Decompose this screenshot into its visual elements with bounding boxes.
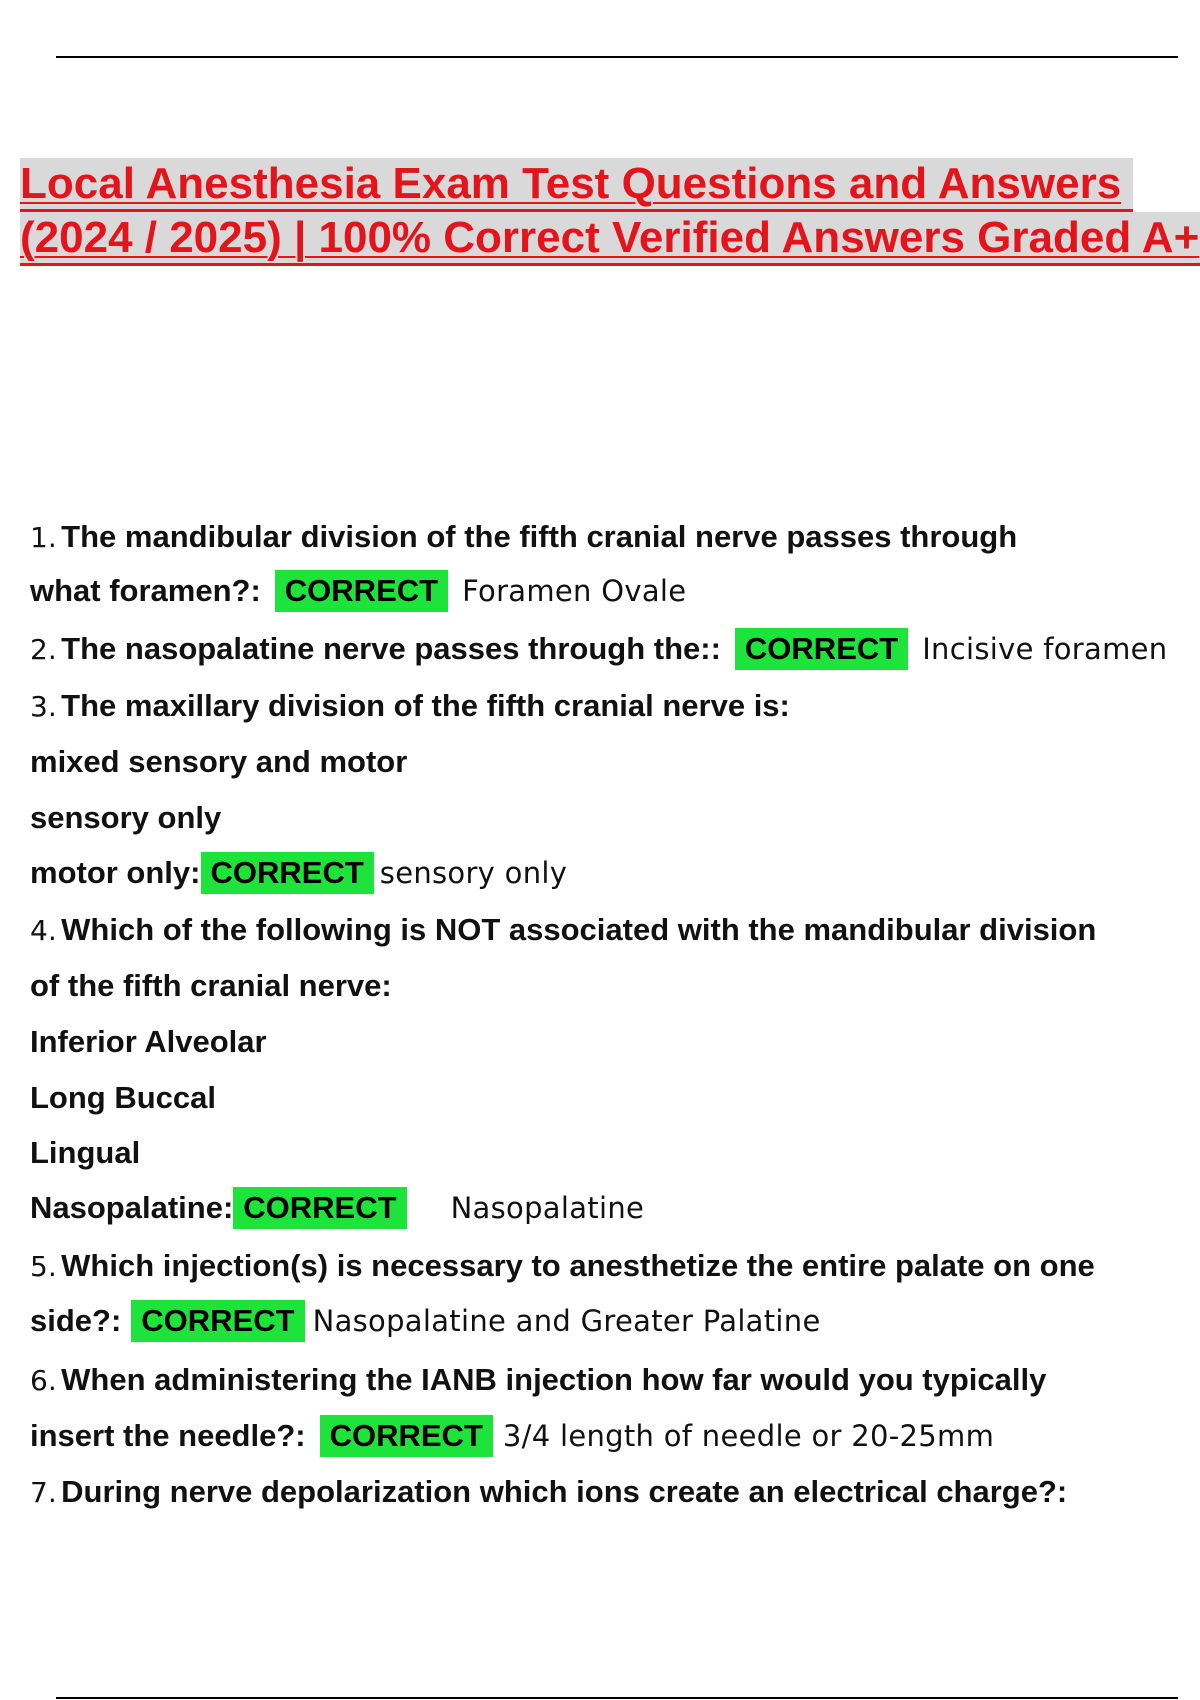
option bbox=[30, 1129, 140, 1177]
top-rule bbox=[56, 56, 1178, 58]
correct-badge: CORRECT bbox=[275, 570, 448, 612]
question-number: 2. bbox=[30, 633, 57, 666]
title-line-1: Local Anesthesia Exam Test Questions and Answers bbox=[20, 158, 1133, 212]
question-7-line bbox=[30, 1468, 1067, 1516]
title-line-2: (2024 / 2025) | 100% Correct Verified Answers Graded A+ bbox=[20, 212, 1200, 266]
question-number: 5. bbox=[30, 1250, 57, 1283]
question-text: what foramen?: bbox=[30, 573, 261, 608]
option bbox=[30, 794, 221, 842]
option-text: motor only: bbox=[30, 855, 201, 890]
correct-badge: CORRECT bbox=[233, 1187, 406, 1229]
question-1-line-1 bbox=[30, 513, 1017, 561]
question-text: side?: bbox=[30, 1303, 122, 1338]
question-1-line-2 bbox=[30, 567, 686, 615]
answer-text: 3/4 length of needle or 20-25mm bbox=[502, 1419, 995, 1453]
answer-text: sensory only bbox=[379, 856, 568, 890]
document-title bbox=[20, 158, 1200, 266]
question-text: The nasopalatine nerve passes through the:: bbox=[61, 631, 721, 666]
question-number: 7. bbox=[30, 1476, 57, 1509]
question-text: of the fifth cranial nerve: bbox=[30, 968, 392, 1003]
question-number: 3. bbox=[30, 690, 57, 723]
question-5-line-2 bbox=[30, 1297, 821, 1345]
option bbox=[30, 1074, 216, 1122]
option-text: mixed sensory and motor bbox=[30, 744, 408, 779]
correct-badge: CORRECT bbox=[201, 852, 374, 894]
question-text: Which injection(s) is necessary to anesthetize the entire palate on one bbox=[61, 1248, 1095, 1283]
option bbox=[30, 738, 407, 786]
option-answer-line bbox=[30, 1184, 644, 1232]
correct-badge: CORRECT bbox=[735, 628, 908, 670]
question-5-line-1 bbox=[30, 1242, 1095, 1290]
option-text: Inferior Alveolar bbox=[30, 1024, 267, 1059]
question-4-line-2 bbox=[30, 962, 392, 1010]
answer-text: Incisive foramen bbox=[922, 632, 1168, 666]
bottom-rule bbox=[56, 1697, 1178, 1699]
question-text: Which of the following is NOT associated with the mandibular division bbox=[61, 912, 1097, 947]
question-number: 6. bbox=[30, 1364, 57, 1397]
question-4-line-1 bbox=[30, 906, 1096, 954]
option-text: Long Buccal bbox=[30, 1080, 217, 1115]
question-6-line-2 bbox=[30, 1412, 994, 1460]
question-number: 4. bbox=[30, 914, 57, 947]
option-text: Nasopalatine: bbox=[30, 1190, 234, 1225]
question-3-line bbox=[30, 682, 790, 730]
option bbox=[30, 1018, 267, 1066]
question-text: During nerve depolarization which ions create an electrical charge?: bbox=[61, 1474, 1068, 1509]
answer-text: Nasopalatine and Greater Palatine bbox=[312, 1304, 821, 1338]
correct-badge: CORRECT bbox=[320, 1415, 493, 1457]
option-text: sensory only bbox=[30, 800, 222, 835]
question-2-line bbox=[30, 625, 1167, 673]
correct-badge: CORRECT bbox=[131, 1300, 304, 1342]
question-text: The mandibular division of the fifth cranial nerve passes through bbox=[61, 519, 1018, 554]
question-number: 1. bbox=[30, 521, 57, 554]
question-text: When administering the IANB injection how far would you typically bbox=[61, 1362, 1047, 1397]
question-6-line-1 bbox=[30, 1356, 1046, 1404]
option-answer-line bbox=[30, 849, 567, 897]
question-text: The maxillary division of the fifth cranial nerve is: bbox=[61, 688, 790, 723]
answer-text: Foramen Ovale bbox=[462, 574, 687, 608]
question-text: insert the needle?: bbox=[30, 1418, 306, 1453]
answer-text: Nasopalatine bbox=[450, 1191, 645, 1225]
option-text: Lingual bbox=[30, 1135, 141, 1170]
